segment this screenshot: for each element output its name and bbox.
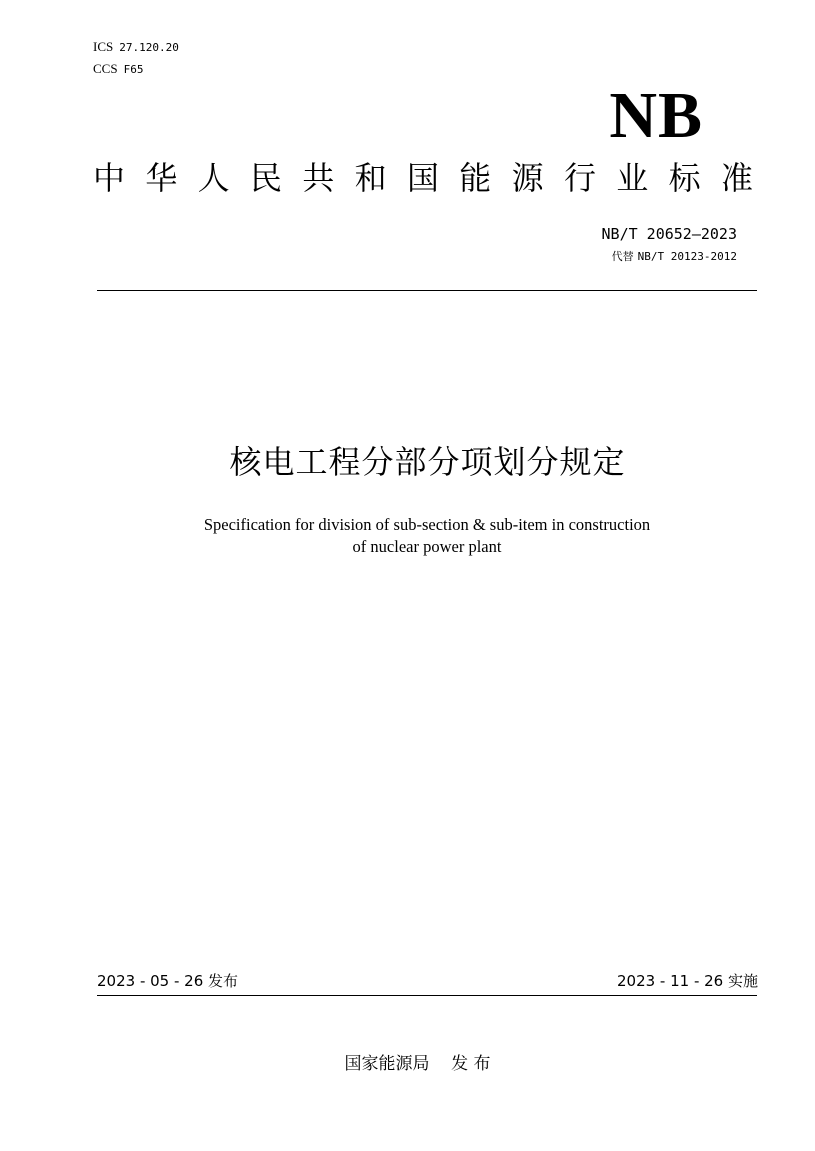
replaces-standard — [612, 250, 737, 264]
document-title-chinese: 核电工程分部分项划分规定 — [229, 443, 626, 481]
category-char: 行 — [563, 159, 596, 197]
category-char: 业 — [616, 159, 649, 197]
implementation-date: 2023 - 11 - 26 实施 — [616, 972, 758, 990]
header-divider — [97, 290, 757, 291]
category-char: 源 — [511, 159, 544, 197]
category-char: 民 — [249, 159, 282, 197]
category-char: 中 — [93, 159, 126, 197]
category-char: 共 — [302, 159, 335, 197]
ics-value: 27.120.20 — [119, 41, 179, 54]
category-char: 能 — [459, 159, 492, 197]
issue-date: 2023 - 05 - 26 发布 — [97, 972, 239, 990]
publisher: 国家能源局 发 布 — [344, 1054, 491, 1074]
ccs-value: F65 — [123, 63, 144, 76]
ccs-classification — [93, 62, 143, 77]
footer-divider — [97, 995, 757, 996]
category-char: 准 — [720, 159, 753, 197]
category-char: 华 — [145, 159, 178, 197]
category-char: 人 — [197, 159, 230, 197]
replaces-value: NB/T 20123-2012 — [637, 250, 737, 263]
category-char: 国 — [406, 159, 439, 197]
nb-logo: NB — [609, 79, 703, 152]
replaces-label: 代替 — [611, 250, 634, 263]
english-title-line: Specification for division of sub-section & sub-item in construction — [203, 515, 651, 534]
document-title-english — [97, 514, 757, 558]
ics-label: ICS — [93, 39, 114, 54]
ccs-label: CCS — [93, 61, 118, 76]
standard-category-title — [93, 156, 753, 200]
english-title-line: of nuclear power plant — [352, 537, 502, 556]
standard-number: NB/T 20652—2023 — [601, 225, 737, 243]
ics-classification — [93, 40, 179, 55]
category-char: 标 — [668, 159, 701, 197]
category-char: 和 — [354, 159, 387, 197]
